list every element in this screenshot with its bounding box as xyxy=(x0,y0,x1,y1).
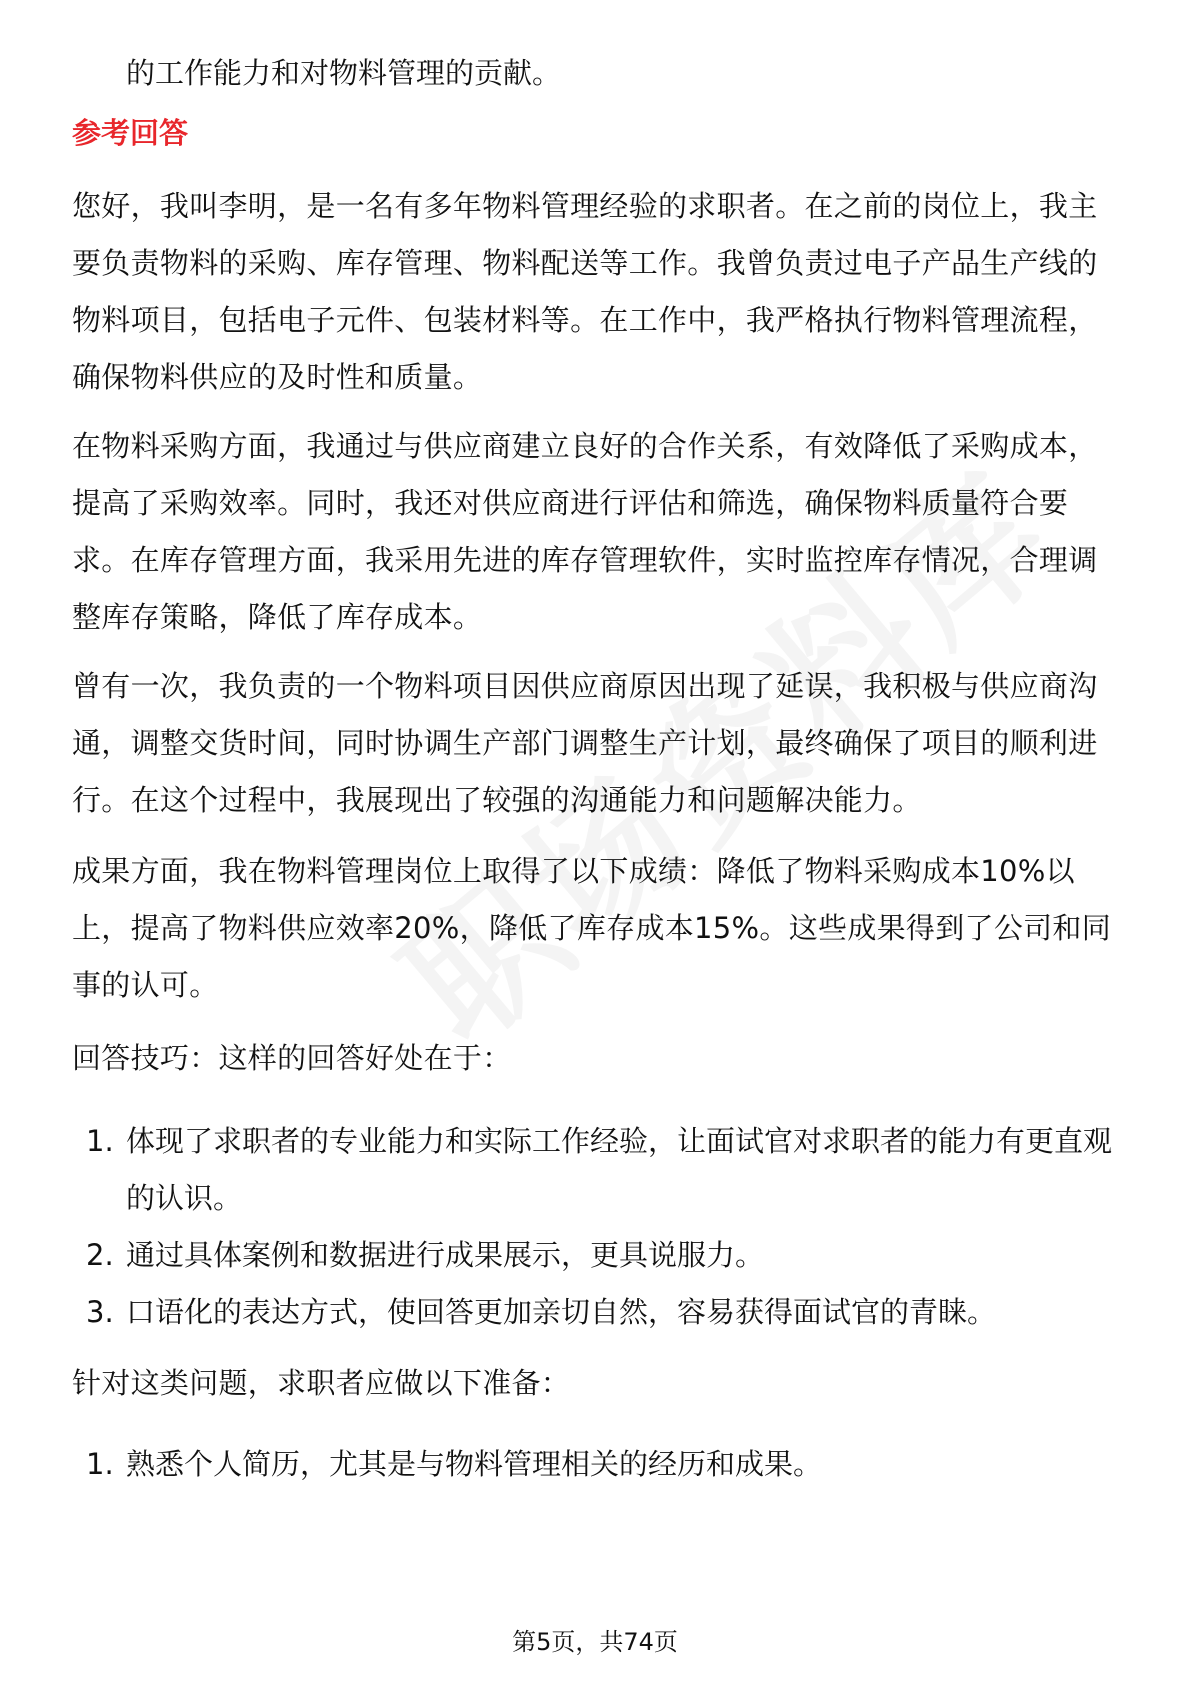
paragraph-procurement: 在物料采购方面，我通过与供应商建立良好的合作关系，有效降低了采购成本，提高了采购效率。同时，我还对供应商进行评估和筛选，确保物料质量符合要求。在库存管理方面，我采用先进的库存管理软件，实时监控库存情况，合理调整库存策略，降低了库存成本。 xyxy=(72,429,1098,634)
paragraph-results: 成果方面，我在物料管理岗位上取得了以下成绩：降低了物料采购成本10%以上，提高了物料供应效率20%，降低了库存成本15%。这些成果得到了公司和同事的认可。 xyxy=(72,854,1112,1002)
list-item xyxy=(72,1284,1120,1341)
tips-intro: 回答技巧：这样的回答好处在于： xyxy=(72,1041,512,1075)
continuation-text: 的工作能力和对物料管理的贡献。 xyxy=(126,56,562,90)
tips-list xyxy=(72,1113,1120,1341)
list-item-text: 体现了求职者的专业能力和实际工作经验，让面试官对求职者的能力有更直观的认识。 xyxy=(126,1124,1113,1215)
list-number: 2. xyxy=(86,1238,114,1272)
list-item xyxy=(72,1113,1120,1227)
section-heading: 参考回答 xyxy=(72,116,189,150)
prep-intro: 针对这类问题，求职者应做以下准备： xyxy=(72,1366,571,1400)
paragraph-case: 曾有一次，我负责的一个物料项目因供应商原因出现了延误，我积极与供应商沟通，调整交货时间，同时协调生产部门调整生产计划，最终确保了项目的顺利进行。在这个过程中，我展现出了较强的沟通能力和问题解决能力。 xyxy=(72,669,1098,817)
list-item xyxy=(72,1227,1120,1284)
list-item-text: 熟悉个人简历，尤其是与物料管理相关的经历和成果。 xyxy=(126,1447,823,1481)
list-item-text: 通过具体案例和数据进行成果展示，更具说服力。 xyxy=(126,1238,765,1272)
list-number: 3. xyxy=(86,1295,114,1329)
list-item-text: 口语化的表达方式，使回答更加亲切自然，容易获得面试官的青睐。 xyxy=(126,1295,997,1329)
list-number: 1. xyxy=(86,1447,114,1481)
paragraph-intro: 您好，我叫李明，是一名有多年物料管理经验的求职者。在之前的岗位上，我主要负责物料的采购、库存管理、物料配送等工作。我曾负责过电子产品生产线的物料项目，包括电子元件、包装材料等。在工作中，我严格执行物料管理流程，确保物料供应的及时性和质量。 xyxy=(72,189,1098,394)
page-number-footer: 第5页，共74页 xyxy=(512,1628,678,1656)
list-item xyxy=(72,1436,1120,1493)
list-number: 1. xyxy=(86,1124,114,1158)
prep-list xyxy=(72,1436,1120,1493)
